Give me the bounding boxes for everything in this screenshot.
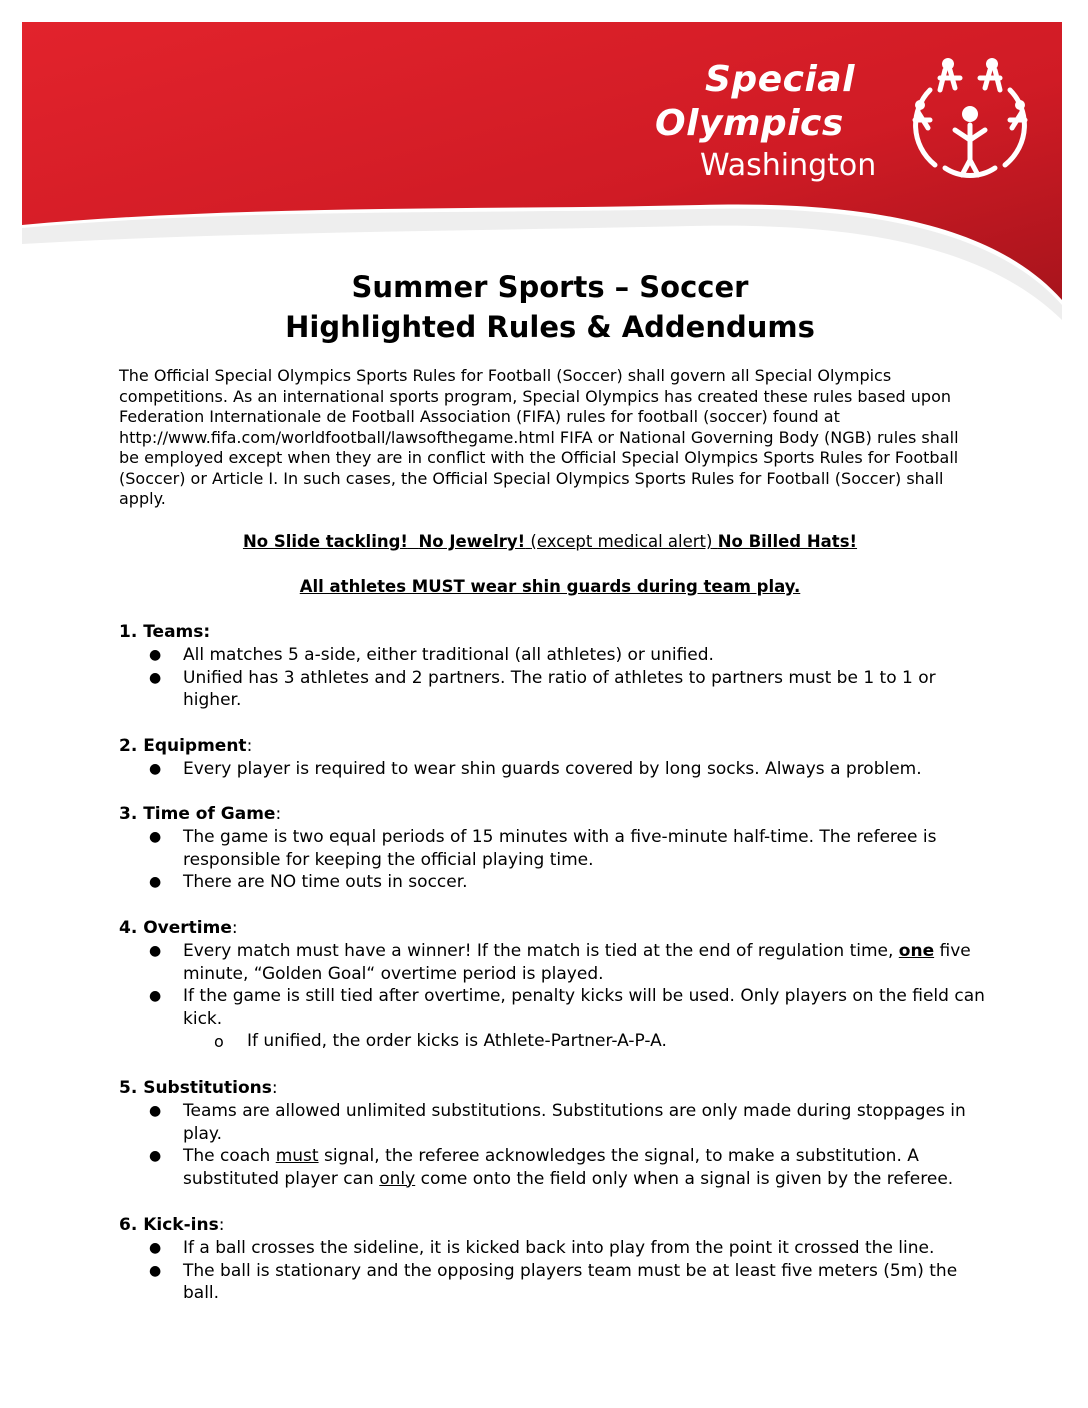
intro-paragraph: The Official Special Olympics Sports Rules for Football (Soccer) shall govern all Special Olympics competitions. As an international sports program, Special Olympics has created these rules based upon Federation Internationale de Football Association (FIFA) rules for football (soccer) found at http://www.fifa.com/worldfootball/lawsofthegame.html FIFA or National Governing Body (NGB) rules shall be employed except when they are in conflict with the Official Special Olympics Sports Rules for Football (Soccer) or Article I. In such cases, the Official Special Olympics Sports Rules for Football (Soccer) shall apply. <box>119 366 959 508</box>
section-title: 3. Time of Game <box>119 804 276 824</box>
section-substitutions: 5. Substitutions: ● Teams are allowed unlimited substitutions. Substitutions are only made during stoppages in play. ● The coach must signal, the referee acknowledges the signal, to make a substitution. A substituted player can only come onto the field only when a signal is given by the referee. <box>119 1077 989 1190</box>
special-olympics-emblem-icon <box>900 50 1040 190</box>
section-time-of-game: 3. Time of Game: ● The game is two equal periods of 15 minutes with a five-minute half-time. The referee is responsible for keeping the official playing time. ● There are NO time outs in soccer. <box>119 803 989 894</box>
medical-alert-exception: (except medical alert) <box>530 532 713 551</box>
section-title: 2. Equipment <box>119 736 247 756</box>
section-equipment: 2. Equipment: ● Every player is required to wear shin guards covered by long socks. Always a problem. <box>119 735 989 781</box>
list-item: ● There are NO time outs in soccer. <box>149 872 468 892</box>
brand-logo-text <box>655 58 876 186</box>
list-item: ● If a ball crosses the sideline, it is kicked back into play from the point it crossed the line. <box>149 1238 935 1258</box>
section-title: 4. Overtime <box>119 918 232 938</box>
safety-warnings <box>0 532 1088 551</box>
brand-line3: Washington <box>700 148 877 183</box>
list-item: ● Teams are allowed unlimited substitutions. Substitutions are only made during stoppages in play. <box>149 1101 966 1144</box>
list-item: ● The game is two equal periods of 15 minutes with a five-minute half-time. The referee is responsible for keeping the official playing time. <box>149 827 937 870</box>
list-item: ● All matches 5 a-side, either traditional (all athletes) or unified. <box>149 645 714 665</box>
page-title: Summer Sports – Soccer <box>351 270 749 304</box>
shin-guard-notice: All athletes MUST wear shin guards during team play. <box>299 577 801 596</box>
list-item: ● Unified has 3 athletes and 2 partners. The ratio of athletes to partners must be 1 to 1 or higher. <box>149 667 936 710</box>
section-title: 1. Teams: <box>119 622 211 642</box>
list-item: ● The ball is stationary and the opposing players team must be at least five meters (5m) the ball. <box>149 1260 958 1303</box>
no-billed-hats: No Billed Hats! <box>717 532 858 551</box>
section-overtime: 4. Overtime: ● Every match must have a winner! If the match is tied at the end of regulation time, one five minute, “Golden Goal“ overtime period is played. ● If the game is still tied after overtime, penalty kicks will be used. Only players on the field can kick. o If unified, the order kicks is Athlete-Partner-A-P-A. <box>119 917 989 1053</box>
section-teams <box>119 621 989 712</box>
page-subtitle: Highlighted Rules & Addendums <box>285 310 815 344</box>
no-jewelry: No Jewelry! <box>418 532 526 551</box>
sub-list-item: o If unified, the order kicks is Athlete-Partner-A-P-A. <box>214 1031 667 1051</box>
list-item: ● If the game is still tied after overtime, penalty kicks will be used. Only players on the field can kick. <box>149 986 985 1029</box>
brand-line2: Olympics <box>655 103 844 144</box>
section-title: 5. Substitutions <box>119 1078 272 1098</box>
list-item: ● The coach must signal, the referee acknowledges the signal, to make a substitution. A substituted player can only come onto the field only when a signal is given by the referee. <box>149 1146 954 1189</box>
list-item: ● Every player is required to wear shin guards covered by long socks. Always a problem. <box>149 759 922 779</box>
section-kick-ins: 6. Kick-ins: ● If a ball crosses the sideline, it is kicked back into play from the point it crossed the line. ● The ball is stationary and the opposing players team must be at least five meters (5m) the ball. <box>119 1214 989 1305</box>
list-item: ● Every match must have a winner! If the match is tied at the end of regulation time, one five minute, “Golden Goal“ overtime period is played. <box>149 941 971 984</box>
section-title: 6. Kick-ins <box>119 1215 219 1235</box>
no-slide-tackling: No Slide tackling! <box>242 532 408 551</box>
brand-line1: Special <box>705 59 855 100</box>
